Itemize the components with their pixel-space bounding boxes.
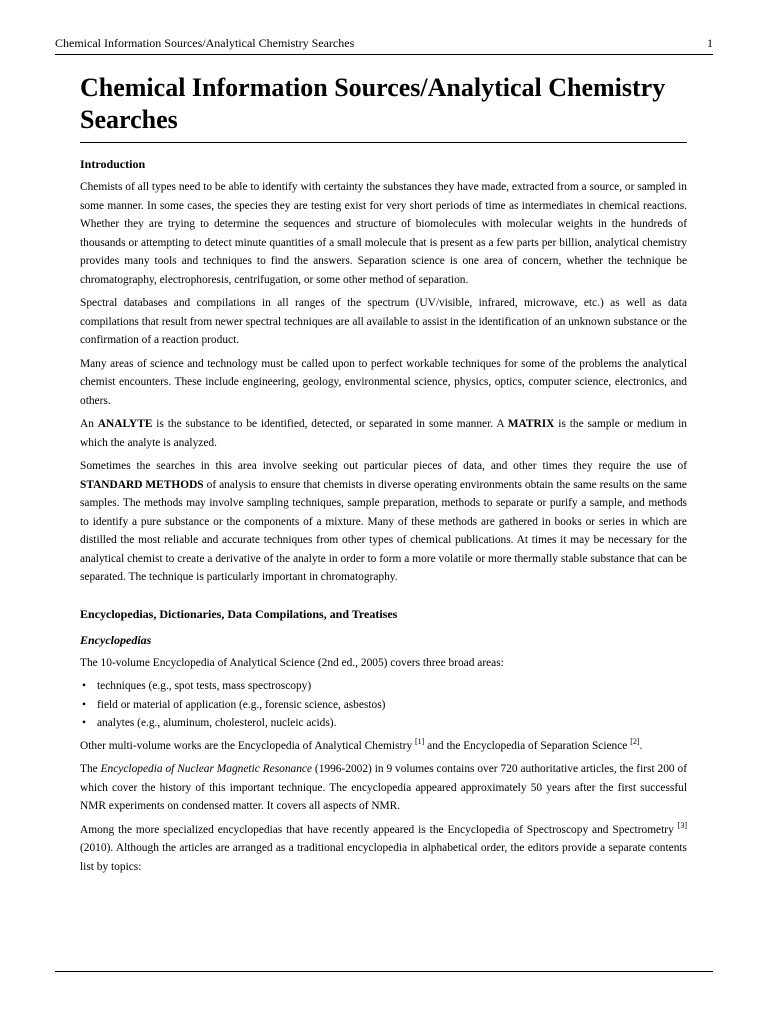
- p2-text-a: Other multi-volume works are the Encyclopedia of Analytical Chemistry: [80, 739, 415, 752]
- encyclopedia-paragraph-4: [80, 821, 687, 877]
- p5-text-c: of analysis to ensure that chemists in diverse operating environments obtain the same results on the same samples. The methods may involve sampling techniques, sample preparation, methods to separate or purify a sample, and methods to identify a pure substance or the components of a mixture. Many of these methods are gathered in books or series in which are distilled the most reliable and accurate techniques from other types of chemical publications. At times it may be necessary for the analytical chemist to create a derivative of the analyte in order to form a more volatile or more thermally stable substance that can be separated. The technique is particularly important in chromatography.: [80, 478, 687, 583]
- list-item-text: techniques (e.g., spot tests, mass spectroscopy): [97, 680, 312, 692]
- p4-text-a: An: [80, 418, 98, 430]
- p3-text-c: (1996-2002) in 9 volumes contains over 720 authoritative articles, the first 200 of which cover the history of this important technique. The encyclopedia appeared approximately 50 years after the first successful NMR experiments on condensed matter. It covers all aspects of NMR.: [80, 763, 687, 812]
- list-item: [80, 714, 687, 733]
- bullet-icon: •: [82, 680, 86, 692]
- encyclopedia-paragraph-2: [80, 737, 687, 756]
- encyclopedia-paragraph-1: The 10-volume Encyclopedia of Analytical Science (2nd ed., 2005) covers three broad areas:: [80, 656, 504, 669]
- analyte-term: ANALYTE: [97, 418, 153, 430]
- p4-text-c: is the substance to be identified, detected, or separated in some manner. A: [152, 418, 508, 430]
- encyclopedia-paragraph-3: [80, 760, 687, 816]
- list-item-text: field or material of application (e.g., forensic science, asbestos): [97, 698, 386, 711]
- intro-paragraph-4: [80, 415, 687, 452]
- running-header: [55, 36, 713, 55]
- p4b-text-b: (2010). Although the articles are arranged as a traditional encyclopedia in alphabetical order, the editors provide a separate contents list by topics:: [80, 842, 687, 873]
- p2-text-b: and the Encyclopedia of Separation Science: [424, 739, 631, 752]
- p2-text-c: .: [639, 739, 643, 752]
- bullet-icon: •: [82, 698, 86, 711]
- p4b-text-a: Among the more specialized encyclopedias that have recently appeared is the Encyclopedia of Spectroscopy and Spectrometry: [80, 823, 678, 836]
- reference-link-1[interactable]: [1]: [414, 736, 425, 746]
- introduction-heading: Introduction: [80, 157, 146, 171]
- intro-paragraph-5: [80, 457, 687, 587]
- reference-link-3[interactable]: [3]: [677, 820, 687, 830]
- intro-paragraph-3: Many areas of science and technology must be called upon to perfect workable techniques for some of the problems the analytical chemist encounters. These include engineering, geology, environmental science, physics, optics, computer science, electronics, and others.: [80, 357, 687, 407]
- standard-methods-term: STANDARD METHODS: [80, 478, 204, 491]
- p5-text-a: Sometimes the searches in this area involve seeking out particular pieces of data, and other times they require the use of: [80, 460, 687, 472]
- area-list: [80, 677, 687, 733]
- nmr-encyclopedia-title: Encyclopedia of Nuclear Magnetic Resonance: [100, 763, 313, 775]
- page-title: Chemical Information Sources/Analytical Chemistry Searches: [80, 72, 687, 143]
- p4-text-e: is the sample or medium in which the analyte is analyzed.: [80, 418, 687, 449]
- list-item: [80, 677, 687, 696]
- intro-paragraph-2: Spectral databases and compilations in all ranges of the spectrum (UV/visible, infrared, microwave, etc.) as well as data compilations that result from newer spectral techniques are all available to assist in the identification of an unknown substance or the confirmation of a reaction product.: [80, 297, 687, 346]
- reference-link-2[interactable]: [2]: [630, 736, 640, 746]
- subheading-encyclopedias: Encyclopedias: [80, 632, 152, 647]
- bullet-icon: •: [82, 717, 86, 729]
- p3-text-a: The: [80, 763, 101, 775]
- list-item-text: analytes (e.g., aluminum, cholesterol, nucleic acids).: [97, 717, 337, 729]
- intro-paragraph-1: Chemists of all types need to be able to identify with certainty the substances they have made, extracted from a source, or sampled in some manner. In some cases, the species they are testing exist for very short periods of time as intermediates in chemical reactions. Whether they are trying to determine the sequences and structure of biomolecules with molecular weights in the hundreds of thousands or attempting to detect minute quantities of a small molecule that is present as a few parts per billion, analytical chemistry provides many tools and techniques to find the answers. Separation science is one area of concern, whether the technique be chromatography, electrophoresis, centrifugation, or some other method of separation.: [80, 181, 687, 286]
- matrix-term: MATRIX: [507, 418, 555, 430]
- article-body: [80, 72, 687, 881]
- section-heading-encyclopedias-dictionaries: Encyclopedias, Dictionaries, Data Compilations, and Treatises: [80, 606, 398, 621]
- list-item: [80, 696, 687, 715]
- footer-rule: [55, 971, 713, 972]
- running-title: Chemical Information Sources/Analytical Chemistry Searches: [55, 36, 355, 50]
- page-number: 1: [707, 36, 713, 50]
